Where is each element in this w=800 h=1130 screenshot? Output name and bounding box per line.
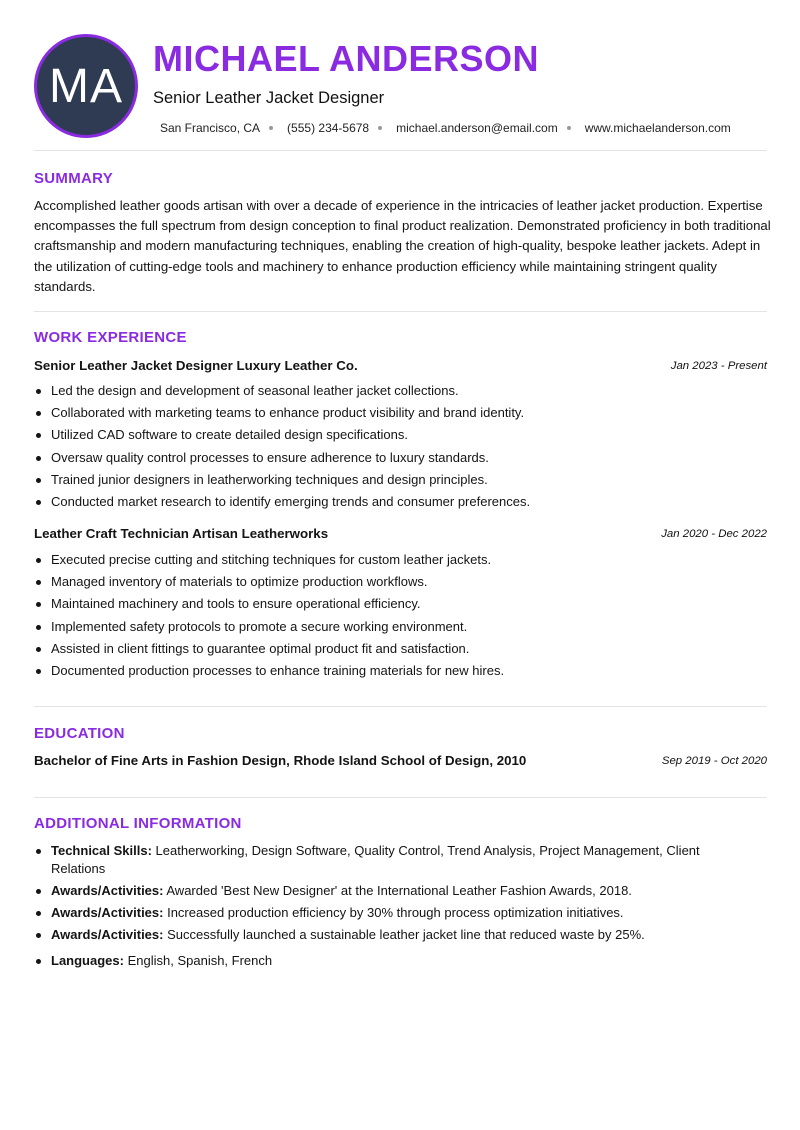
job-dates: Jan 2020 - Dec 2022 — [661, 528, 767, 540]
list-item — [34, 952, 734, 970]
additional-info-list — [34, 842, 734, 974]
list-item: Managed inventory of materials to optimize production workflows. — [34, 571, 764, 593]
list-item — [34, 904, 734, 922]
item-label: Technical Skills: — [51, 843, 152, 858]
item-text: Increased production efficiency by 30% through process optimization initiatives. — [167, 905, 624, 920]
item-label: Awards/Activities: — [51, 927, 164, 942]
contact-website: www.michaelanderson.com — [584, 121, 731, 135]
list-item: Utilized CAD software to create detailed design specifications. — [34, 424, 764, 446]
avatar — [34, 34, 138, 138]
item-label: Awards/Activities: — [51, 905, 164, 920]
item-text: Awarded 'Best New Designer' at the International Leather Fashion Awards, 2018. — [166, 883, 632, 898]
job-title: Senior Leather Jacket Designer Luxury Leather Co. — [34, 358, 358, 373]
list-item: Implemented safety protocols to promote a secure working environment. — [34, 616, 764, 638]
separator-dot — [567, 126, 571, 130]
education-dates: Sep 2019 - Oct 2020 — [661, 755, 767, 767]
list-item: Led the design and development of seasonal leather jacket collections. — [34, 380, 764, 402]
summary-heading: SUMMARY — [34, 170, 114, 187]
divider — [34, 311, 767, 312]
list-item: Documented production processes to enhance training materials for new hires. — [34, 660, 764, 682]
contact-line — [160, 121, 731, 135]
item-text: English, Spanish, French — [127, 953, 273, 968]
list-item: Executed precise cutting and stitching techniques for custom leather jackets. — [34, 549, 764, 571]
list-item — [34, 926, 734, 944]
list-item — [34, 842, 734, 878]
contact-location: San Francisco, CA — [160, 121, 261, 135]
list-item — [34, 882, 734, 900]
list-item: Collaborated with marketing teams to enhance product visibility and brand identity. — [34, 402, 764, 424]
separator-dot — [378, 126, 382, 130]
candidate-name: MICHAEL ANDERSON — [153, 38, 540, 79]
candidate-title: Senior Leather Jacket Designer — [153, 89, 385, 107]
avatar-initials: MA — [49, 59, 123, 113]
item-label: Awards/Activities: — [51, 883, 164, 898]
education-degree: Bachelor of Fine Arts in Fashion Design, Rhode Island School of Design, 2010 — [34, 753, 527, 768]
list-item: Trained junior designers in leatherworking techniques and design principles. — [34, 469, 764, 491]
separator-dot — [269, 126, 273, 130]
list-item: Maintained machinery and tools to ensure operational efficiency. — [34, 593, 764, 615]
additional-info-heading: ADDITIONAL INFORMATION — [34, 815, 242, 832]
item-label: Languages: — [51, 953, 124, 968]
job-title: Leather Craft Technician Artisan Leatherworks — [34, 526, 329, 541]
item-text: Leatherworking, Design Software, Quality Control, Trend Analysis, Project Management, Client Relations — [51, 843, 700, 876]
list-item: Oversaw quality control processes to ensure adherence to luxury standards. — [34, 447, 764, 469]
list-item: Assisted in client fittings to guarantee optimal product fit and satisfaction. — [34, 638, 764, 660]
divider — [34, 150, 767, 151]
summary-text: Accomplished leather goods artisan with over a decade of experience in the intricacies of leather jacket production. Expertise encompasses the full spectrum from design conception to final product realization. Demonstrated proficiency in both traditional craftsmanship and modern manufacturing techniques, enabling the creation of high-quality, bespoke leather jackets. Adept in the utilization of cutting-edge tools and machinery to enhance production efficiency while maintaining stringent quality standards. — [34, 198, 771, 294]
contact-phone: (555) 234-5678 — [287, 121, 370, 135]
job-bullets — [34, 380, 764, 513]
divider — [34, 706, 767, 707]
job-dates: Jan 2023 - Present — [670, 360, 767, 372]
list-item: Conducted market research to identify emerging trends and consumer preferences. — [34, 491, 764, 513]
education-heading: EDUCATION — [34, 725, 125, 742]
item-text: Successfully launched a sustainable leather jacket line that reduced waste by 25%. — [167, 927, 645, 942]
job-bullets — [34, 549, 764, 682]
work-experience-heading: WORK EXPERIENCE — [34, 329, 187, 346]
contact-email: michael.anderson@email.com — [396, 121, 558, 135]
divider — [34, 797, 767, 798]
